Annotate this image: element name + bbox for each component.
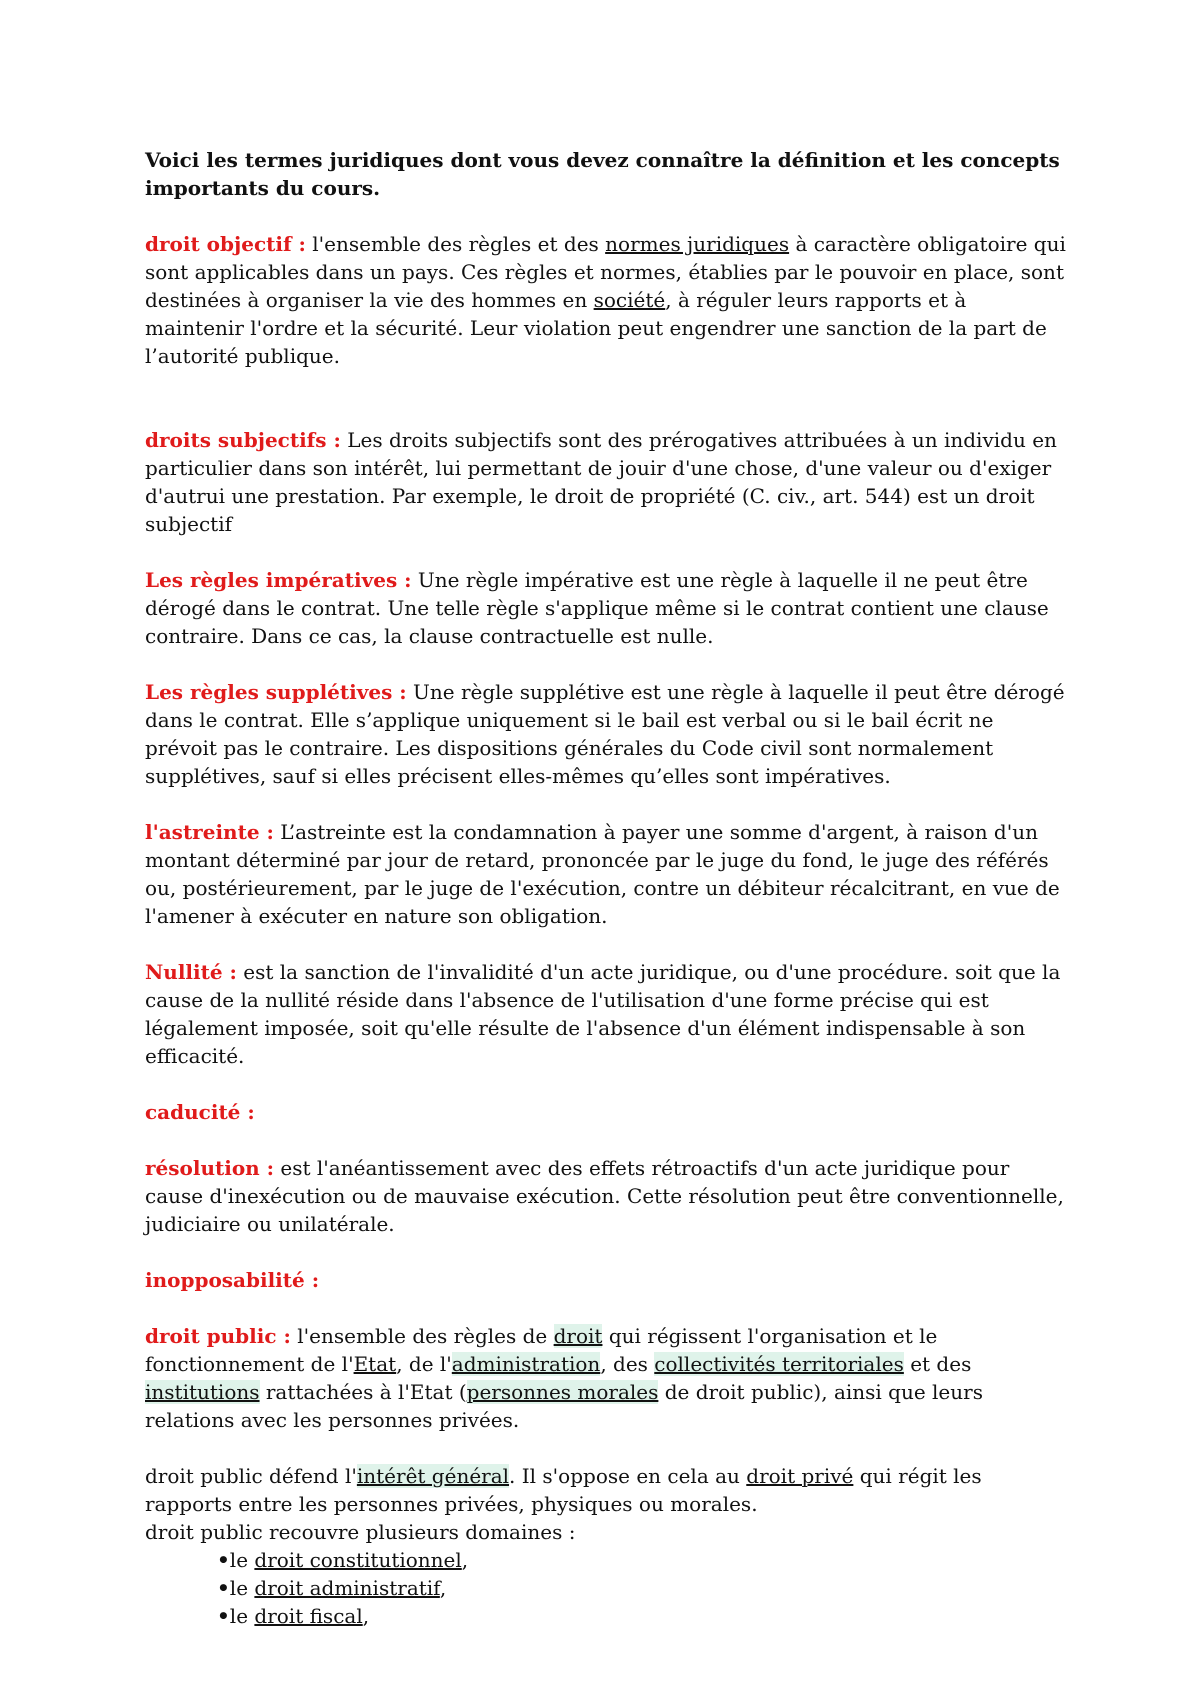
definition-inopposabilite bbox=[145, 1266, 1070, 1294]
link-droit-administratif[interactable]: droit administratif bbox=[254, 1576, 440, 1600]
term-label: Les règles supplétives : bbox=[145, 680, 407, 704]
definition-text: de droit public), ainsi que leurs relations avec les personnes privées. bbox=[145, 1380, 983, 1432]
link-societe[interactable]: société bbox=[593, 288, 666, 312]
link-normes-juridiques[interactable]: normes juridiques bbox=[605, 232, 790, 256]
term-label: droits subjectifs : bbox=[145, 428, 341, 452]
bullet-icon: • bbox=[217, 1548, 230, 1572]
list-item-suffix: , bbox=[439, 1576, 447, 1600]
list-item-suffix: , bbox=[362, 1604, 370, 1628]
term-label: inopposabilité : bbox=[145, 1268, 320, 1292]
term-label: l'astreinte : bbox=[145, 820, 274, 844]
term-label: résolution : bbox=[145, 1156, 275, 1180]
paragraph-text: qui régit les rapports entre les personnes privées, physiques ou morales. bbox=[145, 1464, 982, 1516]
definition-text: est l'anéantissement avec des effets rétroactifs d'un acte juridique pour cause d'inexécution ou de mauvaise exécution. Cette résolution peut être conventionnelle, judiciaire ou unilatérale. bbox=[145, 1156, 1064, 1236]
definition-text: , des bbox=[600, 1352, 655, 1376]
definition-text: L’astreinte est la condamnation à payer une somme d'argent, à raison d'un montant déterminé par jour de retard, prononcée par le juge du fond, le juge des référés ou, postérieurement, par le juge de l'exécution, contre un débiteur récalcitrant, en vue de l'amener à exécuter en nature son obligation. bbox=[145, 820, 1060, 928]
definition-text: est la sanction de l'invalidité d'un acte juridique, ou d'une procédure. soit que la cause de la nullité réside dans l'absence de l'utilisation d'une forme précise qui est légalement imposée, soit qu'elle résulte de l'absence d'un élément indispensable à son efficacité. bbox=[145, 960, 1061, 1068]
link-etat[interactable]: Etat bbox=[353, 1352, 397, 1376]
list-item-prefix: le bbox=[229, 1548, 255, 1572]
definition-text: , de l' bbox=[396, 1352, 452, 1376]
link-administration[interactable]: administration bbox=[451, 1352, 601, 1376]
definition-text: et des bbox=[903, 1352, 972, 1376]
definition-text: rattachées à l'Etat ( bbox=[259, 1380, 467, 1404]
list-item-prefix: le bbox=[229, 1576, 255, 1600]
list-item-suffix: , bbox=[461, 1548, 469, 1572]
link-droit-fiscal[interactable]: droit fiscal bbox=[254, 1604, 363, 1628]
bullet-icon: • bbox=[217, 1604, 230, 1628]
paragraph-droit-public-defend bbox=[145, 1462, 1070, 1518]
definition-text: l'ensemble des règles de bbox=[290, 1324, 554, 1348]
term-label: droit public : bbox=[145, 1324, 291, 1348]
term-label: Nullité : bbox=[145, 960, 237, 984]
link-personnes-morales[interactable]: personnes morales bbox=[466, 1380, 659, 1404]
list-item bbox=[145, 1546, 1070, 1574]
definition-text: , à réguler leurs rapports et à maintenir l'ordre et la sécurité. Leur violation peut engendrer une sanction de la part de l’autorité publique. bbox=[145, 288, 1047, 368]
definition-droits-subjectifs bbox=[145, 426, 1070, 538]
definition-astreinte bbox=[145, 818, 1070, 930]
term-label: Les règles impératives : bbox=[145, 568, 412, 592]
term-label: droit objectif : bbox=[145, 232, 306, 256]
definition-droit-public bbox=[145, 1322, 1070, 1434]
definition-text: qui régissent l'organisation et le fonctionnement de l' bbox=[145, 1324, 938, 1376]
definition-regles-imperatives bbox=[145, 566, 1070, 650]
definition-text: à caractère obligatoire qui sont applicables dans un pays. Ces règles et normes, établies par le pouvoir en place, sont destinées à organiser la vie des hommes en bbox=[145, 232, 1066, 312]
link-institutions[interactable]: institutions bbox=[145, 1380, 260, 1404]
list-item-prefix: le bbox=[229, 1604, 255, 1628]
definition-caducite bbox=[145, 1098, 1070, 1126]
link-droit-prive[interactable]: droit privé bbox=[746, 1464, 854, 1488]
definition-droit-objectif bbox=[145, 230, 1070, 370]
definition-resolution bbox=[145, 1154, 1070, 1238]
definition-text: Une règle supplétive est une règle à laquelle il peut être dérogé dans le contrat. Elle s’applique uniquement si le bail est verbal ou si le bail écrit ne prévoit pas le contraire. Les dispositions générales du Code civil sont normalement supplétives, sauf si elles précisent elles-mêmes qu’elles sont impératives. bbox=[145, 680, 1065, 788]
link-collectivites-territoriales[interactable]: collectivités territoriales bbox=[654, 1352, 904, 1376]
definition-text: Une règle impérative est une règle à laquelle il ne peut être dérogé dans le contrat. Une telle règle s'applique même si le contrat contient une clause contraire. Dans ce cas, la clause contractuelle est nulle. bbox=[145, 568, 1049, 648]
document-page bbox=[145, 146, 1070, 1630]
link-interet-general[interactable]: intérêt général bbox=[356, 1464, 510, 1488]
intro-paragraph: Voici les termes juridiques dont vous devez connaître la définition et les concepts importants du cours. bbox=[145, 148, 1060, 200]
list-item bbox=[145, 1574, 1070, 1602]
list-item bbox=[145, 1602, 1070, 1630]
definition-regles-suppletives bbox=[145, 678, 1070, 790]
paragraph-text: droit public défend l' bbox=[145, 1464, 357, 1488]
link-droit[interactable]: droit bbox=[553, 1324, 603, 1348]
definition-nullite bbox=[145, 958, 1070, 1070]
definition-text: l'ensemble des règles et des bbox=[305, 232, 606, 256]
paragraph-domaines: droit public recouvre plusieurs domaines : bbox=[145, 1520, 576, 1544]
link-droit-constitutionnel[interactable]: droit constitutionnel bbox=[254, 1548, 462, 1572]
paragraph-text: . Il s'oppose en cela au bbox=[509, 1464, 747, 1488]
definition-text: Les droits subjectifs sont des prérogatives attribuées à un individu en particulier dans son intérêt, lui permettant de jouir d'une chose, d'une valeur ou d'exiger d'autrui une prestation. Par exemple, le droit de propriété (C. civ., art. 544) est un droit subjectif bbox=[145, 428, 1057, 536]
term-label: caducité : bbox=[145, 1100, 255, 1124]
domaines-list bbox=[145, 1546, 1070, 1630]
bullet-icon: • bbox=[217, 1576, 230, 1600]
